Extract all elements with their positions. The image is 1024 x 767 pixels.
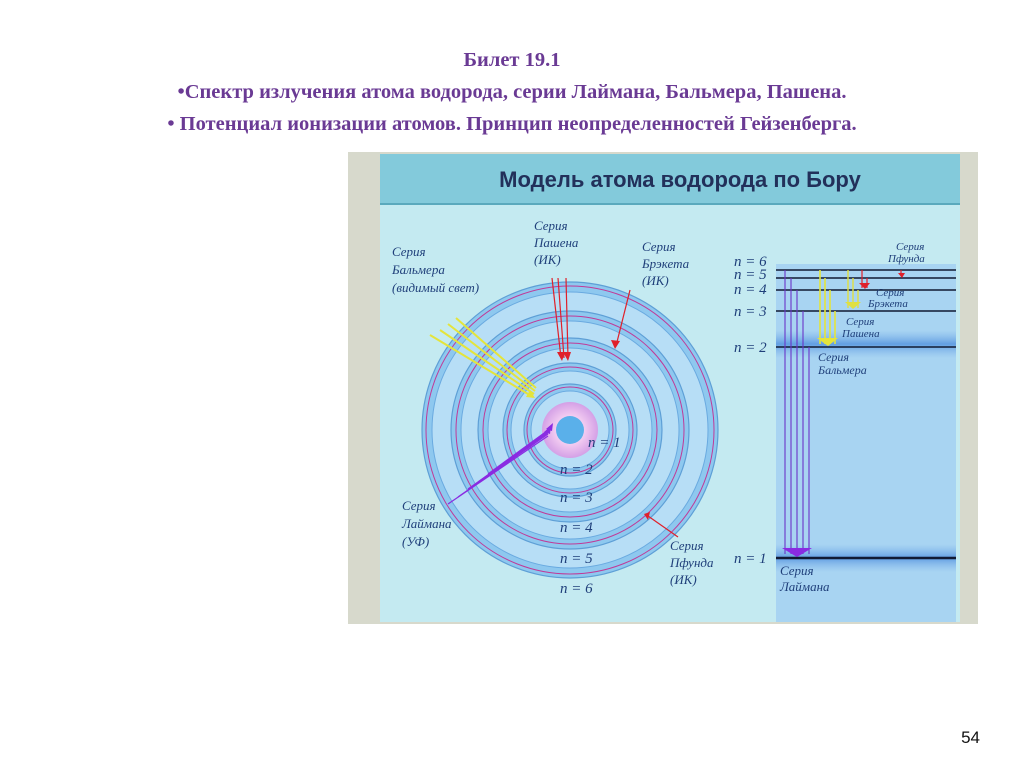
title-line-ticket: Билет 19.1 bbox=[463, 49, 561, 71]
level-label-5: n = 5 bbox=[734, 267, 767, 283]
orbit-label-5: n = 5 bbox=[560, 551, 593, 567]
series-label-balmer: Серия Бальмера (видимый свет) bbox=[392, 244, 480, 295]
series-label-paschen: Серия Пашена (ИК) bbox=[534, 218, 579, 267]
series-label-balmer-right: Серия Бальмера bbox=[818, 350, 867, 377]
series-label-lyman-right: Серия Лаймана bbox=[780, 563, 830, 594]
series-label-brackett-right: Серия Брэкета bbox=[868, 287, 908, 310]
figure-heading: Модель атома водорода по Бору bbox=[499, 167, 861, 192]
page-number: 54 bbox=[961, 728, 980, 747]
nucleus bbox=[556, 416, 584, 444]
bohr-model-diagram bbox=[348, 152, 978, 624]
series-label-brackett: Серия Брэкета (ИК) bbox=[642, 239, 690, 288]
series-label-lyman: Серия Лаймана (УФ) bbox=[402, 498, 452, 549]
orbit-label-2: n = 2 bbox=[560, 462, 593, 478]
level-label-1: n = 1 bbox=[734, 551, 767, 567]
orbit-label-1: n = 1 bbox=[588, 435, 621, 451]
series-label-pfund: Серия Пфунда (ИК) bbox=[670, 538, 714, 587]
orbit-label-3: n = 3 bbox=[560, 490, 593, 506]
slide-title bbox=[40, 44, 984, 140]
level-label-2: n = 2 bbox=[734, 340, 767, 356]
orbit-label-6: n = 6 bbox=[560, 581, 593, 597]
orbit-label-4: n = 4 bbox=[560, 520, 593, 536]
bohr-model-figure bbox=[348, 152, 978, 624]
title-line-ionization: • Потенциал ионизации атомов. Принцип неопределенностей Гейзенберга. bbox=[167, 113, 857, 135]
series-label-pfund-right: Серия Пфунда bbox=[888, 241, 925, 265]
level-label-4: n = 4 bbox=[734, 282, 767, 298]
level-label-6: n = 6 bbox=[734, 254, 767, 270]
level-label-3: n = 3 bbox=[734, 304, 767, 320]
series-label-paschen-right: Серия Пашена bbox=[842, 316, 880, 340]
title-line-spectrum: •Спектр излучения атома водорода, серии Лаймана, Бальмера, Пашена. bbox=[177, 81, 847, 103]
